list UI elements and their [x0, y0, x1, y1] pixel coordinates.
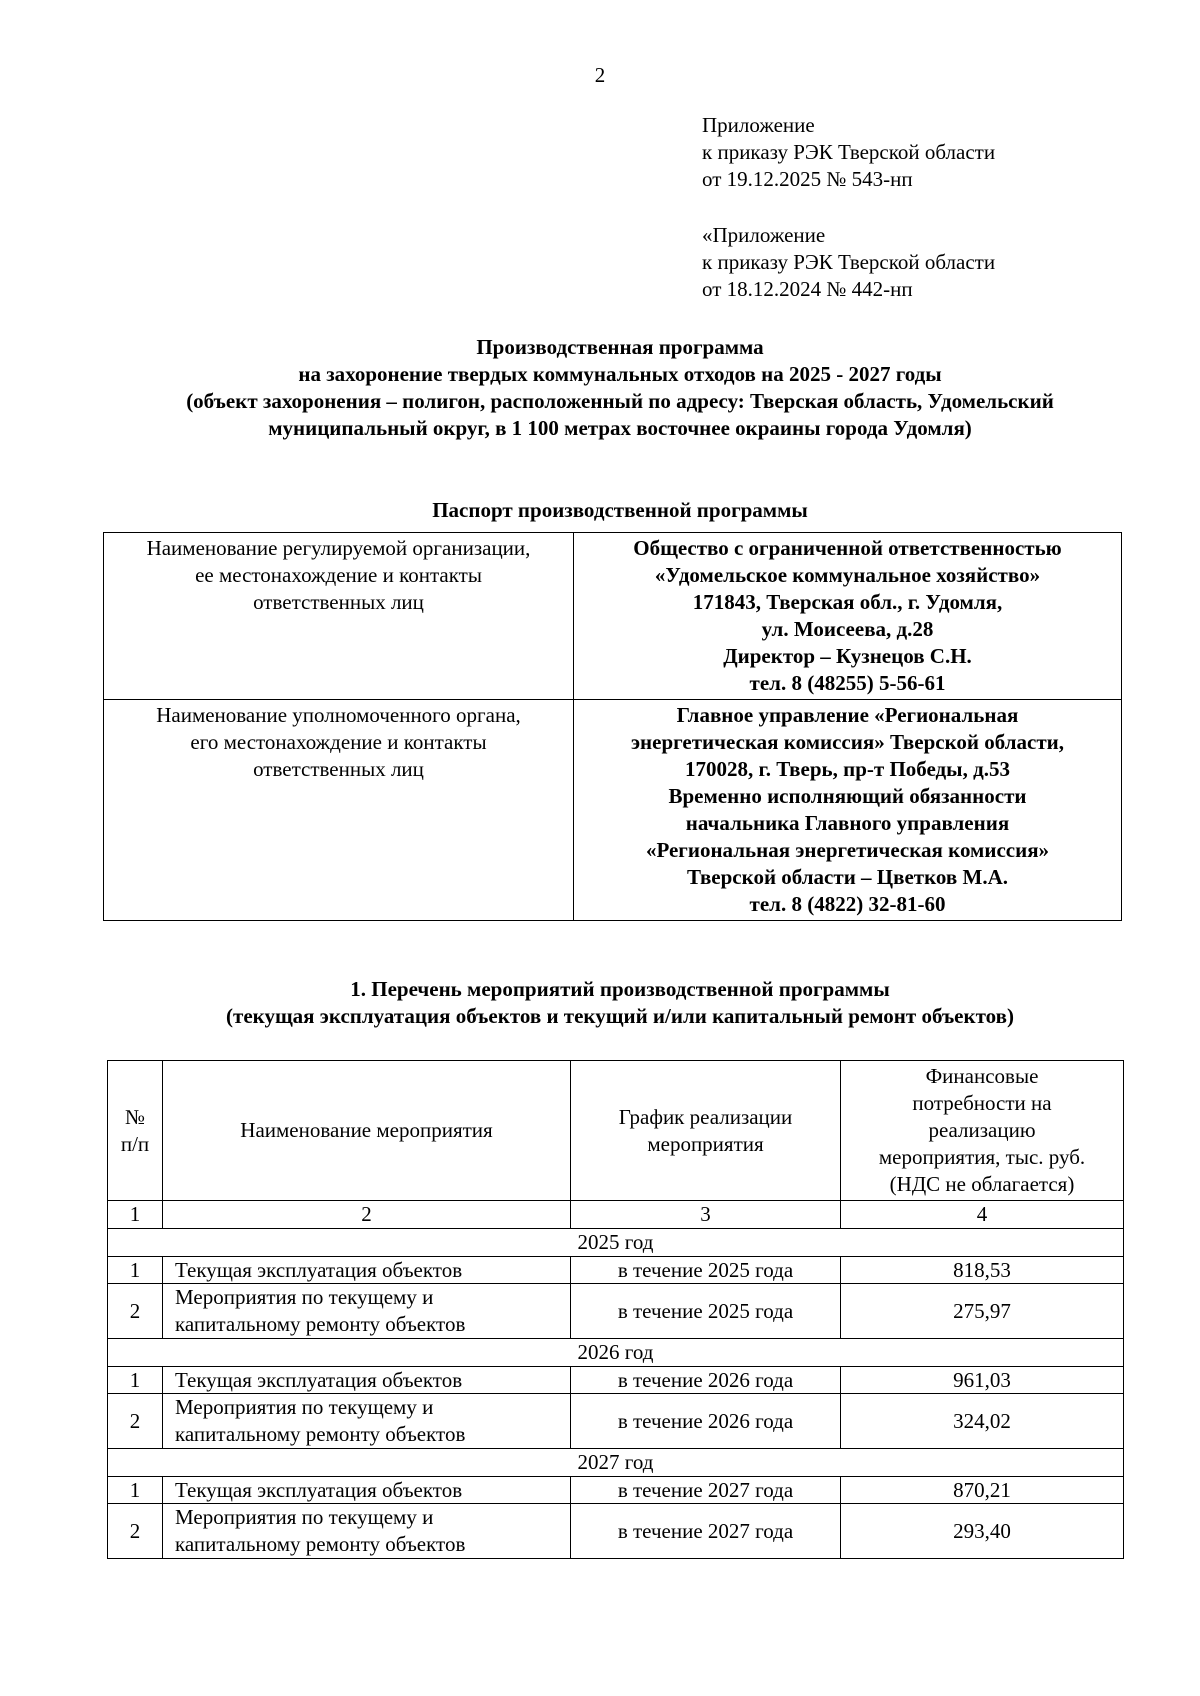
row-name	[163, 1257, 571, 1284]
row-num: 1	[108, 1477, 163, 1504]
passport-label-cell	[104, 533, 574, 700]
row-name-line: Мероприятия по текущему и	[175, 1395, 434, 1419]
events-header-row	[108, 1061, 1124, 1201]
row-schedule: в течение 2025 года	[571, 1284, 841, 1339]
row-name-line: Текущая эксплуатация объектов	[175, 1258, 463, 1282]
row-schedule: в течение 2026 года	[571, 1394, 841, 1449]
appendix-line: к приказу РЭК Тверской области	[702, 250, 996, 274]
year-label: 2027 год	[108, 1449, 1124, 1477]
row-num: 2	[108, 1284, 163, 1339]
row-name	[163, 1284, 571, 1339]
section1-heading-line: 1. Перечень мероприятий производственной программы	[350, 977, 890, 1001]
row-amount: 870,21	[841, 1477, 1124, 1504]
passport-label-line: ответственных лиц	[253, 590, 424, 614]
row-name-line: Текущая эксплуатация объектов	[175, 1478, 463, 1502]
year-label: 2026 год	[108, 1339, 1124, 1367]
header-text: (НДС не облагается)	[889, 1172, 1075, 1196]
appendix-line: от 19.12.2025 № 543-нп	[702, 167, 913, 191]
row-name-line: Текущая эксплуатация объектов	[175, 1368, 463, 1392]
passport-value-line: Главное управление «Региональная	[676, 703, 1019, 727]
header-schedule	[571, 1061, 841, 1201]
passport-label-line: ответственных лиц	[253, 757, 424, 781]
passport-value-line: «Региональная энергетическая комиссия»	[645, 838, 1050, 862]
row-schedule: в течение 2027 года	[571, 1477, 841, 1504]
events-table	[107, 1060, 1124, 1559]
row-name-line: капитальному ремонту объектов	[175, 1312, 466, 1336]
header-text: Финансовые	[925, 1064, 1039, 1088]
year-row	[108, 1229, 1124, 1257]
table-row	[108, 1477, 1124, 1504]
row-name-line: капитальному ремонту объектов	[175, 1422, 466, 1446]
passport-value-cell	[574, 533, 1122, 700]
appendix-previous-block	[702, 222, 1162, 303]
program-title-line: (объект захоронения – полигон, расположенный по адресу: Тверская область, Удомельский	[186, 389, 1054, 413]
passport-label-line: Наименование регулируемой организации,	[146, 536, 531, 560]
header-text: мероприятия	[647, 1131, 764, 1156]
page-number: 2	[594, 63, 606, 87]
passport-value-line: 171843, Тверская обл., г. Удомля,	[692, 590, 1003, 614]
passport-table	[103, 532, 1122, 921]
table-row	[108, 1504, 1124, 1559]
row-schedule: в течение 2026 года	[571, 1367, 841, 1394]
header-text: График реализации	[618, 1104, 793, 1129]
header-num	[108, 1061, 163, 1201]
column-number-row	[108, 1201, 1124, 1229]
passport-value-line: Временно исполняющий обязанности	[668, 784, 1027, 808]
passport-heading: Паспорт производственной программы	[432, 498, 808, 522]
row-name	[163, 1367, 571, 1394]
table-row	[108, 1257, 1124, 1284]
row-num: 1	[108, 1367, 163, 1394]
year-row	[108, 1339, 1124, 1367]
header-text: потребности на	[912, 1091, 1052, 1115]
row-amount: 818,53	[841, 1257, 1124, 1284]
column-number: 4	[841, 1201, 1124, 1229]
table-row	[108, 1367, 1124, 1394]
passport-row-authority	[104, 700, 1122, 921]
program-title	[70, 334, 1170, 442]
row-schedule: в течение 2025 года	[571, 1257, 841, 1284]
row-name-line: капитальному ремонту объектов	[175, 1532, 466, 1556]
passport-value-line: начальника Главного управления	[685, 811, 1010, 835]
passport-value-line: «Удомельское коммунальное хозяйство»	[654, 563, 1041, 587]
appendix-current-block	[702, 112, 1162, 193]
passport-value-line: Директор – Кузнецов С.Н.	[723, 644, 972, 668]
year-row	[108, 1449, 1124, 1477]
header-name	[163, 1061, 571, 1201]
appendix-line: к приказу РЭК Тверской области	[702, 140, 996, 164]
passport-row-organization	[104, 533, 1122, 700]
program-title-line: муниципальный округ, в 1 100 метрах восточнее окраины города Удомля)	[268, 416, 972, 440]
passport-value-line: Общество с ограниченной ответственностью	[633, 536, 1062, 560]
passport-label-cell	[104, 700, 574, 921]
row-amount: 275,97	[841, 1284, 1124, 1339]
passport-label-line: его местонахождение и контакты	[190, 730, 487, 754]
table-row	[108, 1394, 1124, 1449]
passport-value-line: тел. 8 (4822) 32-81-60	[749, 892, 946, 916]
appendix-line: от 18.12.2024 № 442-нп	[702, 277, 913, 301]
column-number: 2	[163, 1201, 571, 1229]
header-text: п/п	[120, 1131, 150, 1156]
row-num: 1	[108, 1257, 163, 1284]
section1-heading-line: (текущая эксплуатация объектов и текущий и/или капитальный ремонт объектов)	[226, 1004, 1014, 1028]
header-text: Наименование мероприятия	[240, 1118, 493, 1142]
passport-label-line: ее местонахождение и контакты	[195, 563, 482, 587]
passport-value-line: Тверской области – Цветков М.А.	[687, 865, 1008, 889]
passport-value-cell	[574, 700, 1122, 921]
header-text: №	[124, 1104, 146, 1129]
row-name	[163, 1394, 571, 1449]
program-title-line: Производственная программа	[476, 335, 764, 359]
passport-value-line: энергетическая комиссия» Тверской области,	[630, 730, 1065, 754]
column-number: 3	[571, 1201, 841, 1229]
row-name	[163, 1504, 571, 1559]
row-schedule: в течение 2027 года	[571, 1504, 841, 1559]
row-name-line: Мероприятия по текущему и	[175, 1505, 434, 1529]
row-amount: 961,03	[841, 1367, 1124, 1394]
row-name	[163, 1477, 571, 1504]
passport-label-line: Наименование уполномоченного органа,	[156, 703, 521, 727]
year-label: 2025 год	[108, 1229, 1124, 1257]
row-amount: 293,40	[841, 1504, 1124, 1559]
header-text: реализацию	[928, 1118, 1036, 1142]
passport-value-line: тел. 8 (48255) 5-56-61	[749, 671, 946, 695]
row-num: 2	[108, 1504, 163, 1559]
passport-value-line: 170028, г. Тверь, пр-т Победы, д.53	[685, 757, 1010, 781]
row-num: 2	[108, 1394, 163, 1449]
header-text: мероприятия, тыс. руб.	[878, 1145, 1086, 1169]
appendix-line: «Приложение	[702, 223, 826, 247]
section1-heading	[70, 976, 1170, 1030]
row-amount: 324,02	[841, 1394, 1124, 1449]
table-row	[108, 1284, 1124, 1339]
program-title-line: на захоронение твердых коммунальных отходов на 2025 - 2027 годы	[298, 362, 942, 386]
row-name-line: Мероприятия по текущему и	[175, 1285, 434, 1309]
column-number: 1	[108, 1201, 163, 1229]
header-finance	[841, 1061, 1124, 1201]
passport-value-line: ул. Моисеева, д.28	[761, 617, 934, 641]
appendix-line: Приложение	[702, 113, 815, 137]
